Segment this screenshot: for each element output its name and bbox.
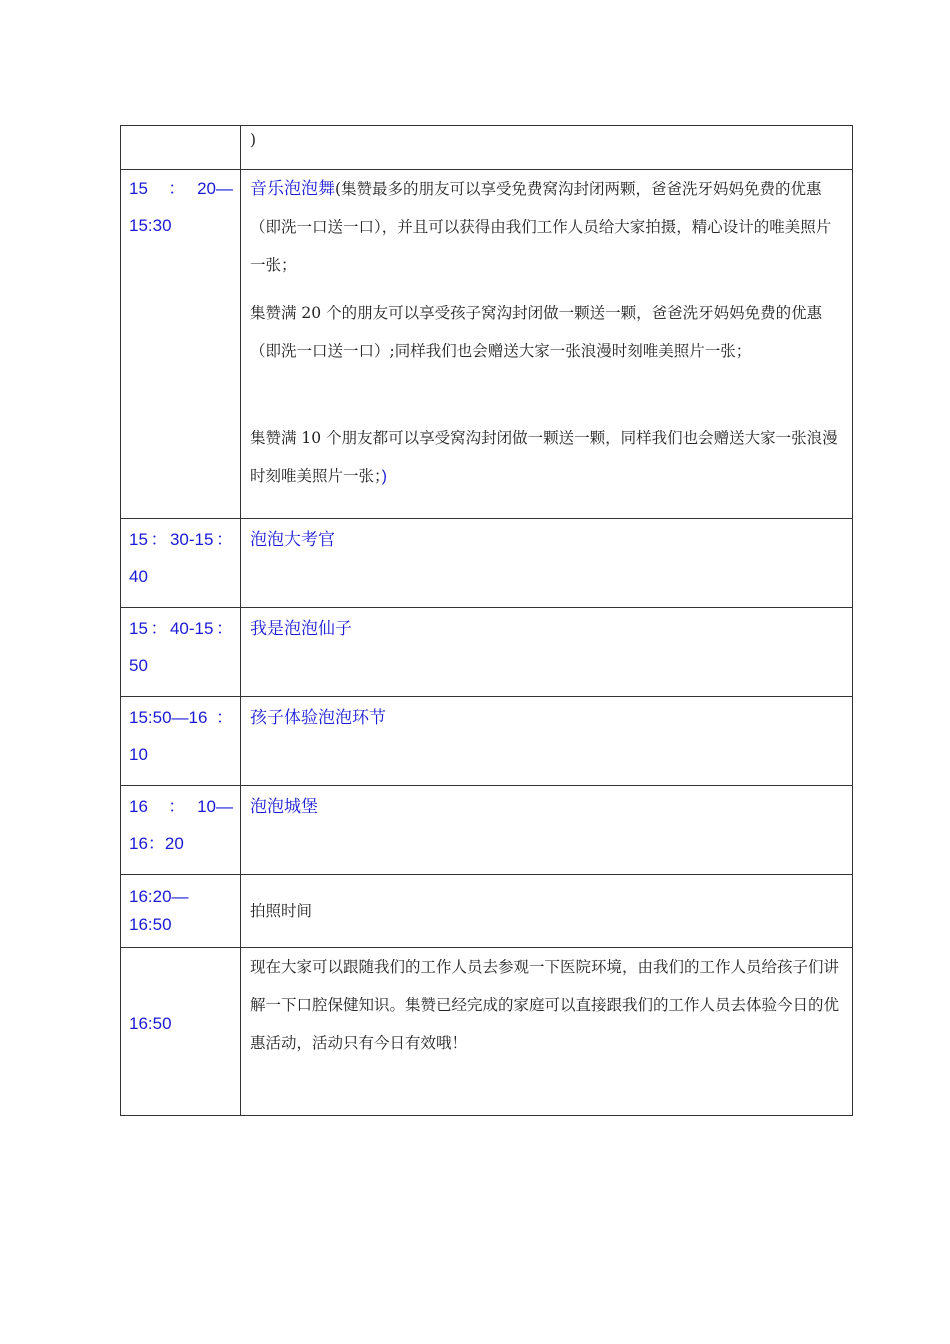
activity-title: 音乐泡泡舞 (250, 179, 335, 198)
paragraph-1-text: (集赞最多的朋友可以享受免费窝沟封闭两颗，爸爸洗牙妈妈免费的优惠（即洗一口送一口），并且可以获得由我们工作人员给大家拍摄，精心设计的唯美照片一张； (250, 180, 832, 274)
time-start: 15：30-15： (129, 530, 233, 549)
time-start: 16 ： 10— (129, 797, 233, 816)
time-start: 16:20— (129, 887, 189, 906)
paragraph-2: 集赞满 20 个的朋友可以享受孩子窝沟封闭做一颗送一颗，爸爸洗牙妈妈免费的优惠（即洗一口送一口）;同样我们也会赠送大家一张浪漫时刻唯美照片一张； (250, 304, 823, 360)
content-cell (241, 786, 853, 875)
paragraph-3-text: 集赞满 10 个朋友都可以享受窝沟封闭做一颗送一颗，同样我们也会赠送大家一张浪漫时刻唯美照片一张； (250, 429, 838, 485)
table-row (121, 875, 853, 948)
paragraph-3 (250, 419, 845, 496)
content-cell (241, 697, 853, 786)
time-end: 40 (129, 567, 148, 586)
activity-title: 孩子体验泡泡环节 (250, 708, 386, 727)
content-cell (241, 608, 853, 697)
time-end: 16：20 (129, 834, 184, 853)
activity-title: 泡泡大考官 (250, 530, 335, 549)
paragraph-3-end: ) (381, 468, 387, 485)
time-start: 15：40-15： (129, 619, 233, 638)
time-start: 15:50—16： (129, 708, 233, 727)
content-cell (241, 948, 853, 1116)
table-row (121, 608, 853, 697)
time-cell (121, 875, 241, 948)
time-cell (121, 608, 241, 697)
content-text: 现在大家可以跟随我们的工作人员去参观一下医院环境，由我们的工作人员给孩子们讲解一下口腔保健知识。集赞已经完成的家庭可以直接跟我们的工作人员去体验今日的优惠活动，活动只有今日有效哦！ (250, 958, 840, 1052)
table-row (121, 519, 853, 608)
time-end: 50 (129, 656, 148, 675)
time-cell (121, 948, 241, 1116)
table-row (121, 697, 853, 786)
content-text: ) (250, 131, 257, 149)
time-cell (121, 170, 241, 519)
schedule-table (120, 125, 853, 1116)
paragraph-1 (250, 170, 845, 284)
time-end: 10 (129, 745, 148, 764)
content-cell (241, 126, 853, 170)
table-row (121, 170, 853, 519)
table-row (121, 786, 853, 875)
time-cell (121, 519, 241, 608)
time-start: 15 ： 20— (129, 179, 233, 198)
table-row (121, 948, 853, 1116)
activity-title: 泡泡城堡 (250, 797, 318, 816)
content-text: 拍照时间 (250, 902, 313, 920)
time-end: 16:50 (129, 915, 172, 934)
content-cell (241, 875, 853, 948)
content-cell (241, 519, 853, 608)
time-cell (121, 126, 241, 170)
time-cell (121, 786, 241, 875)
table-row (121, 126, 853, 170)
time-end: 15:30 (129, 216, 172, 235)
time-single: 16:50 (129, 1014, 172, 1033)
time-cell (121, 697, 241, 786)
content-cell (241, 170, 853, 519)
activity-title: 我是泡泡仙子 (250, 619, 352, 638)
